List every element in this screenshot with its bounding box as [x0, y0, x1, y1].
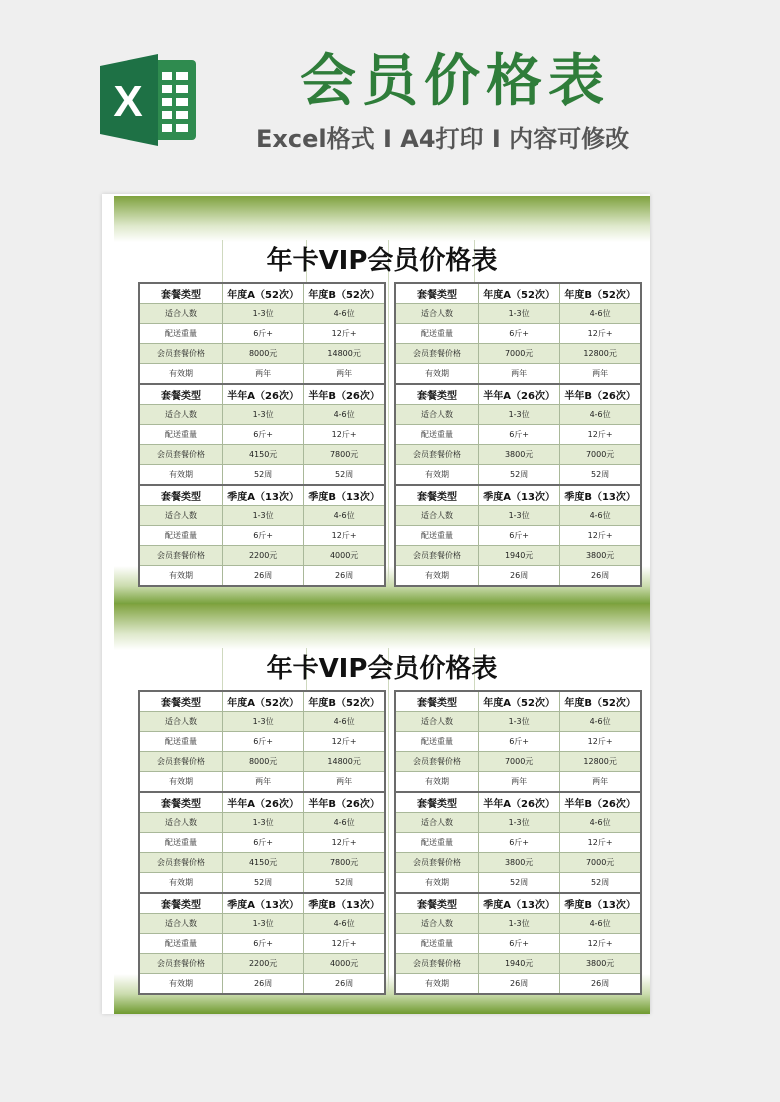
- value-cell: 6斤+: [479, 324, 560, 344]
- header-cell: 套餐类型: [139, 283, 223, 304]
- value-cell: 12斤+: [304, 732, 385, 752]
- value-cell: 12斤+: [560, 833, 641, 853]
- value-cell: 12斤+: [560, 732, 641, 752]
- table-row: [395, 304, 641, 324]
- header-cell: 半年B（26次）: [304, 792, 385, 813]
- row-label-cell: 会员套餐价格: [395, 344, 479, 364]
- price-table: [138, 892, 386, 995]
- value-cell: 1-3位: [223, 405, 304, 425]
- table-row: [139, 566, 385, 587]
- table-row: [395, 445, 641, 465]
- excel-icon: [100, 52, 200, 148]
- price-table: [138, 484, 386, 587]
- header-cell: 套餐类型: [395, 691, 479, 712]
- value-cell: 12斤+: [304, 324, 385, 344]
- row-label-cell: 适合人数: [395, 813, 479, 833]
- table-row: [395, 546, 641, 566]
- value-cell: 两年: [223, 772, 304, 793]
- header-cell: 年度A（52次）: [223, 691, 304, 712]
- value-cell: 4150元: [223, 445, 304, 465]
- price-table: [394, 690, 642, 793]
- value-cell: 两年: [479, 772, 560, 793]
- table-header-row: [139, 893, 385, 914]
- header-cell: 半年A（26次）: [479, 384, 560, 405]
- value-cell: 4-6位: [560, 813, 641, 833]
- table-row: [395, 813, 641, 833]
- header-cell: 套餐类型: [395, 792, 479, 813]
- row-label-cell: 配送重量: [139, 833, 223, 853]
- price-panel: [102, 196, 650, 606]
- value-cell: 2200元: [223, 546, 304, 566]
- row-label-cell: 适合人数: [139, 405, 223, 425]
- table-row: [139, 445, 385, 465]
- value-cell: 6斤+: [223, 324, 304, 344]
- table-header-row: [395, 893, 641, 914]
- table-row: [139, 425, 385, 445]
- row-label-cell: 配送重量: [395, 833, 479, 853]
- value-cell: 26周: [223, 974, 304, 995]
- value-cell: 52周: [479, 873, 560, 894]
- table-row: [395, 526, 641, 546]
- table-row: [139, 732, 385, 752]
- value-cell: 4-6位: [304, 506, 385, 526]
- row-label-cell: 有效期: [139, 873, 223, 894]
- table-row: [139, 954, 385, 974]
- price-table: [138, 282, 386, 385]
- table-row: [395, 324, 641, 344]
- row-label-cell: 有效期: [395, 974, 479, 995]
- value-cell: 4-6位: [560, 405, 641, 425]
- row-label-cell: 有效期: [139, 566, 223, 587]
- value-cell: 14800元: [304, 344, 385, 364]
- value-cell: 1-3位: [479, 712, 560, 732]
- value-cell: 6斤+: [479, 425, 560, 445]
- row-label-cell: 会员套餐价格: [139, 445, 223, 465]
- value-cell: 6斤+: [479, 526, 560, 546]
- value-cell: 26周: [560, 974, 641, 995]
- value-cell: 26周: [304, 566, 385, 587]
- value-cell: 1940元: [479, 954, 560, 974]
- header-cell: 年度A（52次）: [223, 283, 304, 304]
- header-cell: 年度A（52次）: [479, 691, 560, 712]
- value-cell: 1-3位: [223, 506, 304, 526]
- row-label-cell: 适合人数: [395, 304, 479, 324]
- value-cell: 52周: [223, 873, 304, 894]
- value-cell: 两年: [304, 772, 385, 793]
- value-cell: 12斤+: [560, 934, 641, 954]
- row-label-cell: 会员套餐价格: [395, 954, 479, 974]
- table-row: [139, 772, 385, 793]
- value-cell: 4-6位: [560, 914, 641, 934]
- price-panel: [102, 604, 650, 1014]
- table-row: [139, 465, 385, 486]
- value-cell: 1-3位: [479, 506, 560, 526]
- excel-icon-letter: X: [113, 77, 143, 126]
- value-cell: 7800元: [304, 853, 385, 873]
- header-cell: 套餐类型: [139, 691, 223, 712]
- value-cell: 4-6位: [304, 405, 385, 425]
- row-label-cell: 配送重量: [139, 526, 223, 546]
- header-cell: 套餐类型: [139, 792, 223, 813]
- row-label-cell: 配送重量: [139, 425, 223, 445]
- value-cell: 4000元: [304, 546, 385, 566]
- table-row: [139, 324, 385, 344]
- table-row: [139, 712, 385, 732]
- value-cell: 52周: [560, 465, 641, 486]
- header-cell: 季度B（13次）: [304, 893, 385, 914]
- price-table: [394, 791, 642, 894]
- row-label-cell: 适合人数: [395, 712, 479, 732]
- row-label-cell: 会员套餐价格: [139, 546, 223, 566]
- value-cell: 12斤+: [560, 324, 641, 344]
- value-cell: 12斤+: [560, 526, 641, 546]
- row-label-cell: 有效期: [395, 566, 479, 587]
- value-cell: 6斤+: [223, 732, 304, 752]
- table-header-row: [139, 384, 385, 405]
- header-cell: 年度B（52次）: [304, 283, 385, 304]
- value-cell: 52周: [304, 873, 385, 894]
- table-header-row: [395, 691, 641, 712]
- row-label-cell: 适合人数: [139, 813, 223, 833]
- row-label-cell: 有效期: [139, 974, 223, 995]
- value-cell: 26周: [479, 974, 560, 995]
- page-title: 会员价格表: [300, 49, 610, 114]
- table-row: [395, 405, 641, 425]
- value-cell: 4-6位: [304, 914, 385, 934]
- value-cell: 6斤+: [223, 425, 304, 445]
- table-header-row: [395, 792, 641, 813]
- value-cell: 52周: [479, 465, 560, 486]
- value-cell: 3800元: [560, 546, 641, 566]
- header-cell: 季度A（13次）: [223, 893, 304, 914]
- header-cell: 套餐类型: [395, 485, 479, 506]
- value-cell: 两年: [560, 364, 641, 385]
- value-cell: 12斤+: [304, 934, 385, 954]
- row-label-cell: 配送重量: [395, 934, 479, 954]
- table-row: [395, 712, 641, 732]
- row-label-cell: 配送重量: [395, 526, 479, 546]
- value-cell: 1-3位: [479, 914, 560, 934]
- row-label-cell: 会员套餐价格: [139, 752, 223, 772]
- header-cell: 季度B（13次）: [560, 485, 641, 506]
- price-table: [138, 690, 386, 793]
- value-cell: 12斤+: [304, 526, 385, 546]
- table-row: [139, 914, 385, 934]
- table-header-row: [139, 691, 385, 712]
- table-row: [395, 425, 641, 445]
- row-label-cell: 有效期: [139, 364, 223, 385]
- price-table: [394, 484, 642, 587]
- table-row: [139, 526, 385, 546]
- value-cell: 12斤+: [304, 425, 385, 445]
- table-row: [139, 934, 385, 954]
- header-cell: 季度A（13次）: [223, 485, 304, 506]
- table-row: [139, 304, 385, 324]
- header-cell: 套餐类型: [395, 283, 479, 304]
- table-row: [395, 364, 641, 385]
- table-row: [139, 506, 385, 526]
- value-cell: 8000元: [223, 752, 304, 772]
- header-cell: 半年B（26次）: [560, 792, 641, 813]
- price-table: [138, 383, 386, 486]
- table-header-row: [139, 485, 385, 506]
- value-cell: 3800元: [479, 853, 560, 873]
- header-cell: 年度B（52次）: [560, 283, 641, 304]
- row-label-cell: 有效期: [139, 465, 223, 486]
- row-label-cell: 会员套餐价格: [139, 853, 223, 873]
- header-cell: 年度B（52次）: [304, 691, 385, 712]
- table-row: [139, 752, 385, 772]
- table-header-row: [395, 384, 641, 405]
- value-cell: 4-6位: [304, 813, 385, 833]
- header-cell: 套餐类型: [139, 485, 223, 506]
- value-cell: 1-3位: [479, 304, 560, 324]
- value-cell: 1-3位: [223, 304, 304, 324]
- header-cell: 季度A（13次）: [479, 893, 560, 914]
- row-label-cell: 有效期: [395, 873, 479, 894]
- table-row: [139, 873, 385, 894]
- value-cell: 2200元: [223, 954, 304, 974]
- row-label-cell: 有效期: [395, 465, 479, 486]
- value-cell: 6斤+: [223, 833, 304, 853]
- row-label-cell: 会员套餐价格: [395, 546, 479, 566]
- value-cell: 6斤+: [223, 934, 304, 954]
- table-row: [139, 344, 385, 364]
- value-cell: 4-6位: [560, 712, 641, 732]
- header-cell: 套餐类型: [395, 384, 479, 405]
- value-cell: 两年: [560, 772, 641, 793]
- value-cell: 6斤+: [479, 732, 560, 752]
- row-label-cell: 适合人数: [395, 405, 479, 425]
- table-row: [395, 344, 641, 364]
- value-cell: 3800元: [479, 445, 560, 465]
- header-cell: 季度B（13次）: [304, 485, 385, 506]
- row-label-cell: 适合人数: [139, 712, 223, 732]
- table-row: [395, 934, 641, 954]
- value-cell: 12斤+: [304, 833, 385, 853]
- value-cell: 4-6位: [560, 506, 641, 526]
- table-row: [139, 546, 385, 566]
- table-row: [139, 364, 385, 385]
- price-table: [394, 282, 642, 385]
- value-cell: 1-3位: [479, 405, 560, 425]
- column-guide: [388, 648, 389, 992]
- value-cell: 26周: [479, 566, 560, 587]
- header-cell: 半年A（26次）: [479, 792, 560, 813]
- row-label-cell: 配送重量: [395, 732, 479, 752]
- value-cell: 12800元: [560, 344, 641, 364]
- table-row: [139, 833, 385, 853]
- row-label-cell: 配送重量: [395, 425, 479, 445]
- value-cell: 4150元: [223, 853, 304, 873]
- price-table: [394, 383, 642, 486]
- row-label-cell: 配送重量: [139, 934, 223, 954]
- row-label-cell: 适合人数: [139, 304, 223, 324]
- value-cell: 7000元: [560, 853, 641, 873]
- table-row: [139, 405, 385, 425]
- value-cell: 6斤+: [479, 934, 560, 954]
- header-cell: 半年B（26次）: [560, 384, 641, 405]
- table-row: [395, 772, 641, 793]
- table-row: [395, 873, 641, 894]
- row-label-cell: 会员套餐价格: [395, 445, 479, 465]
- table-row: [139, 853, 385, 873]
- value-cell: 14800元: [304, 752, 385, 772]
- row-label-cell: 会员套餐价格: [139, 344, 223, 364]
- header-cell: 套餐类型: [395, 893, 479, 914]
- table-row: [395, 974, 641, 995]
- value-cell: 4-6位: [304, 304, 385, 324]
- value-cell: 3800元: [560, 954, 641, 974]
- document-sheet: [102, 194, 650, 1014]
- header-cell: 季度A（13次）: [479, 485, 560, 506]
- row-label-cell: 适合人数: [139, 914, 223, 934]
- value-cell: 7800元: [304, 445, 385, 465]
- row-label-cell: 适合人数: [139, 506, 223, 526]
- header-cell: 套餐类型: [139, 893, 223, 914]
- value-cell: 26周: [304, 974, 385, 995]
- value-cell: 52周: [304, 465, 385, 486]
- row-label-cell: 配送重量: [139, 732, 223, 752]
- table-header-row: [139, 283, 385, 304]
- header-cell: 年度B（52次）: [560, 691, 641, 712]
- table-row: [395, 954, 641, 974]
- value-cell: 6斤+: [479, 833, 560, 853]
- value-cell: 12800元: [560, 752, 641, 772]
- row-label-cell: 会员套餐价格: [395, 853, 479, 873]
- table-row: [395, 566, 641, 587]
- header: [0, 0, 780, 178]
- value-cell: 6斤+: [223, 526, 304, 546]
- table-header-row: [139, 792, 385, 813]
- header-cell: 年度A（52次）: [479, 283, 560, 304]
- header-cell: 半年A（26次）: [223, 792, 304, 813]
- panel-title: 年卡VIP会员价格表: [266, 246, 498, 276]
- value-cell: 两年: [223, 364, 304, 385]
- table-row: [395, 853, 641, 873]
- header-cell: 季度B（13次）: [560, 893, 641, 914]
- table-header-row: [395, 485, 641, 506]
- row-label-cell: 有效期: [139, 772, 223, 793]
- value-cell: 1-3位: [223, 712, 304, 732]
- table-row: [395, 465, 641, 486]
- header-cell: 套餐类型: [139, 384, 223, 405]
- column-guide: [388, 240, 389, 584]
- value-cell: 4-6位: [304, 712, 385, 732]
- value-cell: 两年: [479, 364, 560, 385]
- row-label-cell: 配送重量: [139, 324, 223, 344]
- table-header-row: [395, 283, 641, 304]
- table-row: [395, 752, 641, 772]
- table-row: [139, 813, 385, 833]
- value-cell: 两年: [304, 364, 385, 385]
- value-cell: 1-3位: [479, 813, 560, 833]
- value-cell: 1940元: [479, 546, 560, 566]
- row-label-cell: 会员套餐价格: [139, 954, 223, 974]
- row-label-cell: 有效期: [395, 364, 479, 385]
- price-table: [138, 791, 386, 894]
- header-cell: 半年A（26次）: [223, 384, 304, 405]
- table-row: [395, 732, 641, 752]
- table-row: [395, 914, 641, 934]
- value-cell: 52周: [223, 465, 304, 486]
- value-cell: 7000元: [479, 344, 560, 364]
- value-cell: 1-3位: [223, 813, 304, 833]
- row-label-cell: 会员套餐价格: [395, 752, 479, 772]
- value-cell: 52周: [560, 873, 641, 894]
- value-cell: 4000元: [304, 954, 385, 974]
- row-label-cell: 配送重量: [395, 324, 479, 344]
- price-table: [394, 892, 642, 995]
- value-cell: 26周: [560, 566, 641, 587]
- table-row: [139, 974, 385, 995]
- row-label-cell: 适合人数: [395, 506, 479, 526]
- page-subtitle: Excel格式 Ⅰ A4打印 Ⅰ 内容可修改: [256, 125, 630, 153]
- value-cell: 1-3位: [223, 914, 304, 934]
- row-label-cell: 有效期: [395, 772, 479, 793]
- row-label-cell: 适合人数: [395, 914, 479, 934]
- table-row: [395, 506, 641, 526]
- header-cell: 半年B（26次）: [304, 384, 385, 405]
- value-cell: 12斤+: [560, 425, 641, 445]
- panel-title: 年卡VIP会员价格表: [266, 654, 498, 684]
- value-cell: 7000元: [560, 445, 641, 465]
- value-cell: 26周: [223, 566, 304, 587]
- value-cell: 7000元: [479, 752, 560, 772]
- value-cell: 8000元: [223, 344, 304, 364]
- table-row: [395, 833, 641, 853]
- value-cell: 4-6位: [560, 304, 641, 324]
